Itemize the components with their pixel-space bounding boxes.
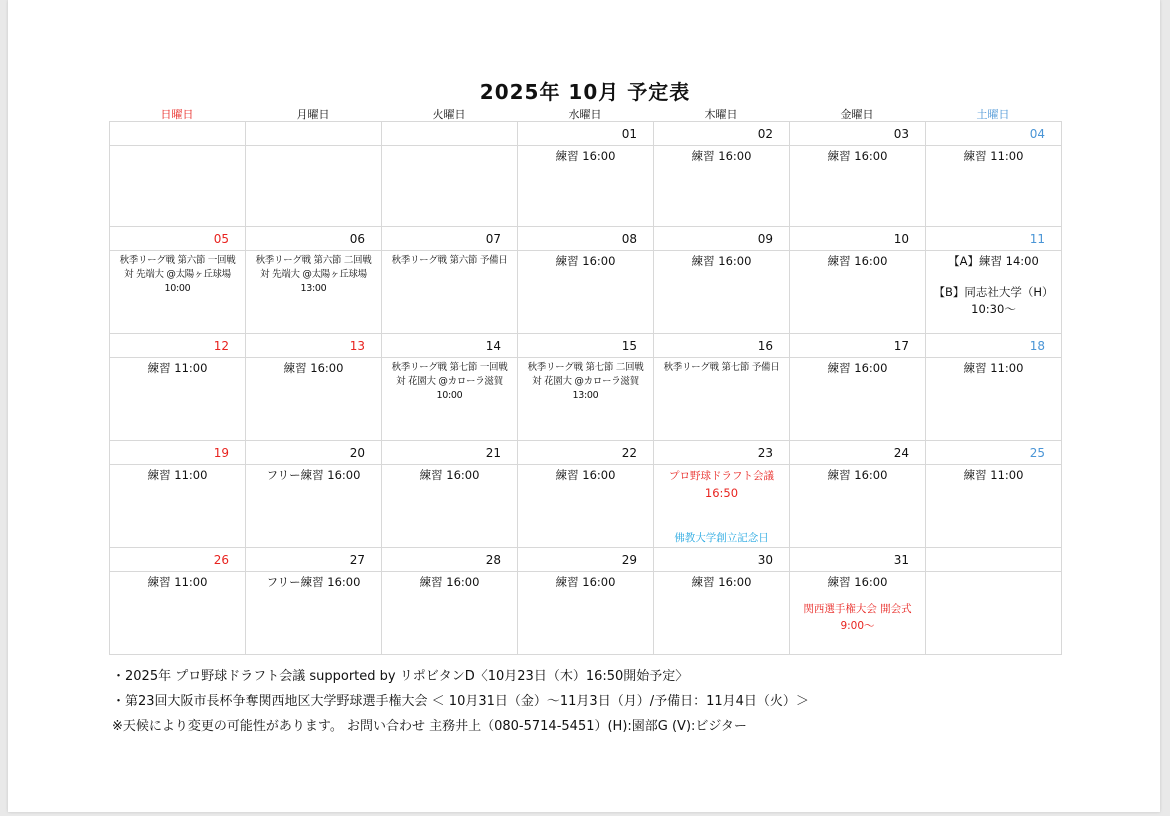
event-text: 秋季リーグ戦 第六節 二回戦 対 先端大 @太陽ヶ丘球場 13:00 [255,255,372,294]
event-text: 練習 16:00 [827,361,888,375]
note-draft: ・2025年 プロ野球ドラフト会議 supported by リポビタンD〈10月23日（木）16:50開始予定〉 [112,669,689,684]
event-cell [926,465,1062,548]
event-cell [110,251,246,334]
date-cell: 18 [926,334,1062,358]
event-cell [246,572,382,655]
event-cell [790,358,926,441]
event-text: 秋季リーグ戦 第七節 二回戦 対 花園大 @カローラ滋賀 13:00 [527,362,644,401]
event-text: 練習 16:00 [419,468,480,482]
date-cell [110,122,246,146]
event-text: 練習 16:00 [419,575,480,589]
event-text: 練習 16:00 [827,254,888,268]
event-cell [110,146,246,227]
weekday-header [109,106,1061,122]
event-cell [110,465,246,548]
date-cell: 23 [654,441,790,465]
date-cell: 26 [110,548,246,572]
event-cell [246,358,382,441]
date-row [110,227,1062,251]
event-cell [654,146,790,227]
date-cell: 20 [246,441,382,465]
event-cell [518,251,654,334]
date-cell: 21 [382,441,518,465]
opening-ceremony-text: 関西選手権大会 開会式 9:00〜 [803,603,912,632]
weekday-saturday: 土曜日 [976,108,1010,121]
event-text: フリー練習 16:00 [266,575,361,589]
date-cell: 08 [518,227,654,251]
event-text: 練習 16:00 [555,254,616,268]
weekday-monday: 月曜日 [296,108,330,121]
event-cell [382,146,518,227]
weekday-sunday: 日曜日 [160,108,194,121]
event-cell [246,251,382,334]
date-cell: 27 [246,548,382,572]
date-cell: 31 [790,548,926,572]
weekday-friday: 金曜日 [840,108,874,121]
event-row [110,465,1062,548]
note-contact: ※天候により変更の可能性があります。 お問い合わせ 主務井上（080-5714-5451）(H):園部G (V):ビジター [112,719,747,734]
event-text: 練習 11:00 [147,575,208,589]
date-cell: 13 [246,334,382,358]
event-cell [654,465,790,548]
date-cell [246,122,382,146]
date-cell: 30 [654,548,790,572]
event-text: 練習 16:00 [827,575,888,589]
date-cell: 16 [654,334,790,358]
event-cell [518,358,654,441]
event-cell [110,358,246,441]
weekday-thursday: 木曜日 [704,108,738,121]
event-text: 秋季リーグ戦 第六節 一回戦 対 先端大 @太陽ヶ丘球場 10:00 [119,255,236,294]
date-row [110,548,1062,572]
event-text: 【A】練習 14:00 【B】同志社大学（H） 10:30〜 [933,254,1054,316]
event-cell [926,358,1062,441]
event-text: 秋季リーグ戦 第七節 一回戦 対 花園大 @カローラ滋賀 10:00 [391,362,508,401]
draft-event-text: プロ野球ドラフト会議 16:50 [669,470,774,500]
event-text: 練習 16:00 [827,149,888,163]
date-cell: 11 [926,227,1062,251]
date-cell: 14 [382,334,518,358]
date-cell [382,122,518,146]
date-cell: 17 [790,334,926,358]
date-cell: 29 [518,548,654,572]
event-cell [382,251,518,334]
event-cell [110,572,246,655]
event-text: 練習 11:00 [147,468,208,482]
event-cell [654,572,790,655]
date-cell: 05 [110,227,246,251]
footer-notes [112,664,809,739]
event-cell [518,572,654,655]
event-text: 練習 11:00 [963,149,1024,163]
date-cell: 02 [654,122,790,146]
event-cell [654,358,790,441]
event-cell [926,251,1062,334]
event-text: 練習 16:00 [691,575,752,589]
date-cell: 15 [518,334,654,358]
memorial-day-text: 佛教大学創立記念日 [674,532,769,544]
event-cell [654,251,790,334]
event-cell [382,572,518,655]
event-cell [790,465,926,548]
date-cell: 12 [110,334,246,358]
event-text: 練習 16:00 [555,149,616,163]
date-cell: 06 [246,227,382,251]
event-cell [518,465,654,548]
event-row [110,572,1062,655]
event-text: 練習 16:00 [555,468,616,482]
event-cell [246,465,382,548]
event-cell [382,465,518,548]
event-text: 練習 16:00 [691,254,752,268]
date-cell: 22 [518,441,654,465]
note-tournament: ・第23回大阪市長杯争奪関西地区大学野球選手権大会 ＜ 10月31日（金）〜11月3日（月）/予備日：11月4日（火）＞ [112,694,809,709]
event-cell [926,146,1062,227]
weekday-wednesday: 水曜日 [568,108,602,121]
event-text: 秋季リーグ戦 第七節 予備日 [663,362,780,373]
date-cell: 03 [790,122,926,146]
date-cell: 24 [790,441,926,465]
date-row [110,441,1062,465]
date-row [110,122,1062,146]
event-cell [790,572,926,655]
event-text: フリー練習 16:00 [266,468,361,482]
event-cell [382,358,518,441]
calendar-table [109,121,1062,655]
event-text: 秋季リーグ戦 第六節 予備日 [391,255,508,266]
event-row [110,146,1062,227]
date-cell: 10 [790,227,926,251]
event-row [110,358,1062,441]
date-cell: 07 [382,227,518,251]
event-text: 練習 11:00 [963,361,1024,375]
event-text: 練習 16:00 [691,149,752,163]
weekday-tuesday: 火曜日 [432,108,466,121]
page-title: 2025年 10月 予定表 [479,80,691,104]
event-text: 練習 16:00 [555,575,616,589]
event-cell [518,146,654,227]
event-text: 練習 16:00 [283,361,344,375]
date-row [110,334,1062,358]
date-cell: 09 [654,227,790,251]
event-text: 練習 11:00 [147,361,208,375]
date-cell [926,548,1062,572]
event-cell [790,146,926,227]
date-cell: 01 [518,122,654,146]
event-cell [790,251,926,334]
date-cell: 04 [926,122,1062,146]
date-cell: 19 [110,441,246,465]
event-cell [926,572,1062,655]
event-text: 練習 16:00 [827,468,888,482]
date-cell: 28 [382,548,518,572]
date-cell: 25 [926,441,1062,465]
event-text: 練習 11:00 [963,468,1024,482]
event-cell [246,146,382,227]
event-row [110,251,1062,334]
